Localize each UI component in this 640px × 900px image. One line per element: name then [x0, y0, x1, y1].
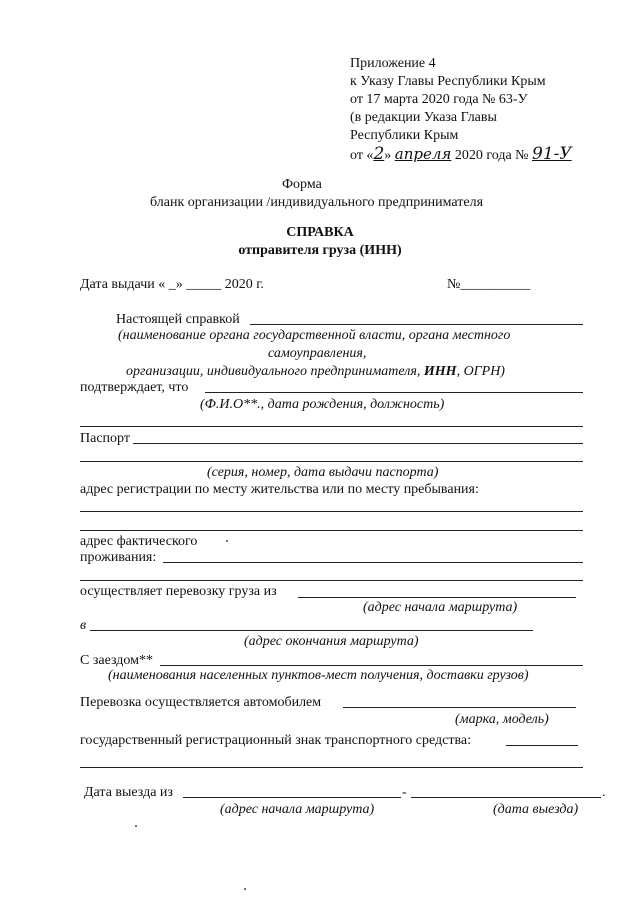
- appendix-date-mid: »: [384, 148, 395, 163]
- stops-hint: (наименования населенных пунктов-мест получения, доставки грузов): [108, 668, 529, 683]
- plate-line[interactable]: [506, 745, 578, 746]
- route-start-hint: (адрес начала маршрута): [363, 600, 518, 615]
- vehicle-hint: (марка, модель): [455, 712, 549, 727]
- org-hint-3c: , ОГРН): [456, 364, 505, 379]
- route-start-line[interactable]: [298, 597, 576, 598]
- appendix-line-5: Республики Крым: [350, 128, 459, 143]
- actual-address-line-2[interactable]: [80, 580, 583, 581]
- appendix-date-prefix: от «: [350, 148, 374, 163]
- departure-label: Дата выезда из: [84, 785, 173, 800]
- stops-label: С заездом**: [80, 653, 153, 668]
- route-end-hint: (адрес окончания маршрута): [244, 634, 419, 649]
- issue-number-field[interactable]: №__________: [447, 277, 531, 292]
- handwritten-month: апреля: [394, 145, 452, 163]
- org-hint-2: самоуправления,: [268, 346, 367, 361]
- actual-address-line[interactable]: [163, 562, 583, 563]
- departure-date-hint: (дата выезда): [493, 802, 579, 817]
- appendix-line-6: [350, 145, 572, 165]
- person-line-2[interactable]: [80, 426, 583, 427]
- departure-start-line[interactable]: [183, 797, 401, 798]
- registration-label: адрес регистрации по месту жительства или по месту пребывания:: [80, 482, 479, 497]
- stops-line[interactable]: [160, 665, 583, 666]
- person-line[interactable]: [205, 392, 583, 393]
- appendix-date-year: 2020 года №: [451, 148, 533, 163]
- departure-dot: .: [602, 785, 606, 800]
- present-label: Настоящей справкой: [116, 312, 240, 327]
- form-label: Форма: [282, 177, 322, 192]
- departure-dash: -: [402, 785, 407, 800]
- blank-label: бланк организации /индивидуального предпринимателя: [150, 195, 484, 210]
- passport-hint: (серия, номер, дата выдачи паспорта): [207, 465, 439, 480]
- actual-address-label-2: проживания:: [80, 550, 157, 565]
- passport-line-2[interactable]: [80, 461, 583, 462]
- to-label: в: [80, 618, 87, 633]
- departure-date-line[interactable]: [411, 797, 601, 798]
- scan-speck: [244, 888, 246, 890]
- document-subtitle: отправителя груза (ИНН): [238, 243, 402, 258]
- route-end-line[interactable]: [90, 630, 533, 631]
- appendix-line-3: от 17 марта 2020 года № 63-У: [350, 92, 528, 107]
- registration-line[interactable]: [80, 511, 583, 512]
- passport-line[interactable]: [133, 443, 583, 444]
- issue-date-field[interactable]: Дата выдачи « _» _____ 2020 г.: [80, 277, 264, 292]
- appendix-line-1: Приложение 4: [350, 56, 436, 71]
- departure-start-hint: (адрес начала маршрута): [220, 802, 375, 817]
- vehicle-line[interactable]: [343, 707, 576, 708]
- organization-line[interactable]: [250, 324, 583, 325]
- registration-line-2[interactable]: [80, 530, 583, 531]
- transport-label: осуществляет перевозку груза из: [80, 584, 277, 599]
- plate-label: государственный регистрационный знак транспортного средства:: [80, 733, 472, 748]
- plate-line-2[interactable]: [80, 767, 583, 768]
- handwritten-number: 91-У: [532, 144, 572, 164]
- document-title: СПРАВКА: [286, 225, 354, 240]
- handwritten-day: 2: [373, 144, 385, 164]
- appendix-line-2: к Указу Главы Республики Крым: [350, 74, 546, 89]
- appendix-line-4: (в редакции Указа Главы: [350, 110, 497, 125]
- org-hint-3b: ИНН: [423, 364, 457, 379]
- org-hint-1: (наименование органа государственной власти, органа местного: [118, 328, 511, 343]
- scan-speck: [226, 540, 228, 542]
- passport-label: Паспорт: [80, 431, 130, 446]
- org-hint-3a: организации, индивидуального предпринимателя,: [126, 364, 424, 379]
- person-hint: (Ф.И.О**., дата рождения, должность): [200, 397, 445, 412]
- vehicle-label: Перевозка осуществляется автомобилем: [80, 695, 322, 710]
- confirms-label: подтверждает, что: [80, 380, 189, 395]
- scan-speck: [135, 825, 137, 827]
- actual-address-label-1: адрес фактического: [80, 534, 198, 549]
